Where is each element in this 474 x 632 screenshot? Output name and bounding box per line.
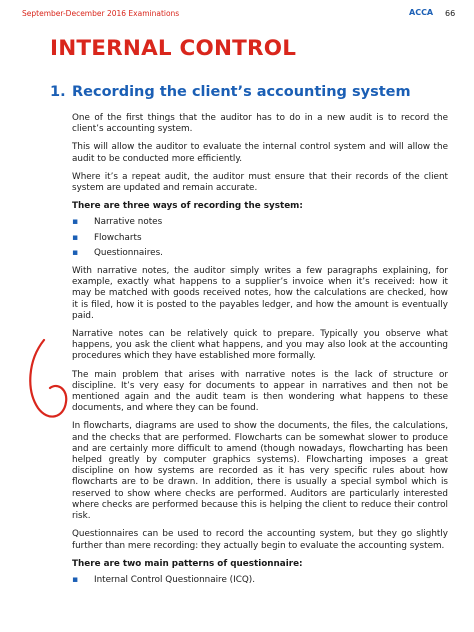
paragraph: In flowcharts, diagrams are used to show the documents, the files, the calculations, and the checks that are performed. Flowcharts can be somewhat slower to produce and are certainly more difficult to amend (though nowadays, flowcharting has been helped greatly by computer graphics systems). Flowcharting imposes a great discipline on how systems are recorded as it has very specific rules about how flowcharts are to be drawn. In addition, there is usually a special symbol which is reserved to show where checks are performed. Auditors are particularly interested where checks are performed because this is helping the client to reduce their control risk. (72, 421, 448, 522)
ways-heading: There are three ways of recording the system: (72, 201, 303, 212)
bullet-icon: ▪ (72, 574, 79, 585)
patterns-list (72, 575, 448, 586)
paragraph: Questionnaires can be used to record the accounting system, but they go slightly further than mere recording: they actually begin to evaluate the accounting system. (72, 529, 448, 551)
section-number: 1. (50, 84, 66, 100)
bullet-icon: ▪ (72, 232, 79, 243)
paragraph: Narrative notes can be relatively quick to prepare. Typically you observe what happens, you ask the client what happens, and you may also look at the accounting procedures which they have established more formally. (72, 329, 448, 362)
ways-list (72, 217, 448, 259)
acca-brand: ACCA (409, 8, 434, 17)
page-title: INTERNAL CONTROL (50, 36, 297, 61)
section-heading (50, 84, 411, 100)
list-item: ▪ Narrative notes (72, 217, 163, 228)
patterns-heading: There are two main patterns of questionnaire: (72, 558, 303, 569)
list-item: ▪ Flowcharts (72, 232, 142, 243)
paragraph: One of the first things that the auditor has to do in a new audit is to record the client’s accounting system. (72, 113, 448, 135)
paragraph: The main problem that arises with narrative notes is the lack of structure or discipline. It’s very easy for documents to appear in narratives and then not be mentioned again and the audit team is then wondering what happens to these documents, and where they can be found. (72, 369, 448, 414)
page-number: 66 (445, 9, 456, 18)
bullet-icon: ▪ (72, 247, 79, 258)
exam-session-header: September-December 2016 Examinations (22, 9, 180, 18)
paragraph: With narrative notes, the auditor simply writes a few paragraphs explaining, for example, exactly what happens to a supplier’s invoice when it’s received: how it may be matched with goods received notes, how the calculations are checked, how it is filed, how it is posted to the payables ledger, and how the amount is eventually paid. (72, 266, 448, 321)
paragraph: This will allow the auditor to evaluate the internal control system and will allow the audit to be conducted more efficiently. (72, 142, 448, 164)
section-title: Recording the client’s accounting system (72, 84, 411, 100)
list-item: ▪ Internal Control Questionnaire (ICQ). (72, 574, 256, 585)
swirl-decoration-icon (24, 334, 70, 424)
bullet-icon: ▪ (72, 217, 79, 228)
body-content (72, 113, 448, 593)
list-item: ▪ Questionnaires. (72, 247, 163, 258)
paragraph: Where it’s a repeat audit, the auditor must ensure that their records of the client system are updated and remain accurate. (72, 171, 448, 194)
